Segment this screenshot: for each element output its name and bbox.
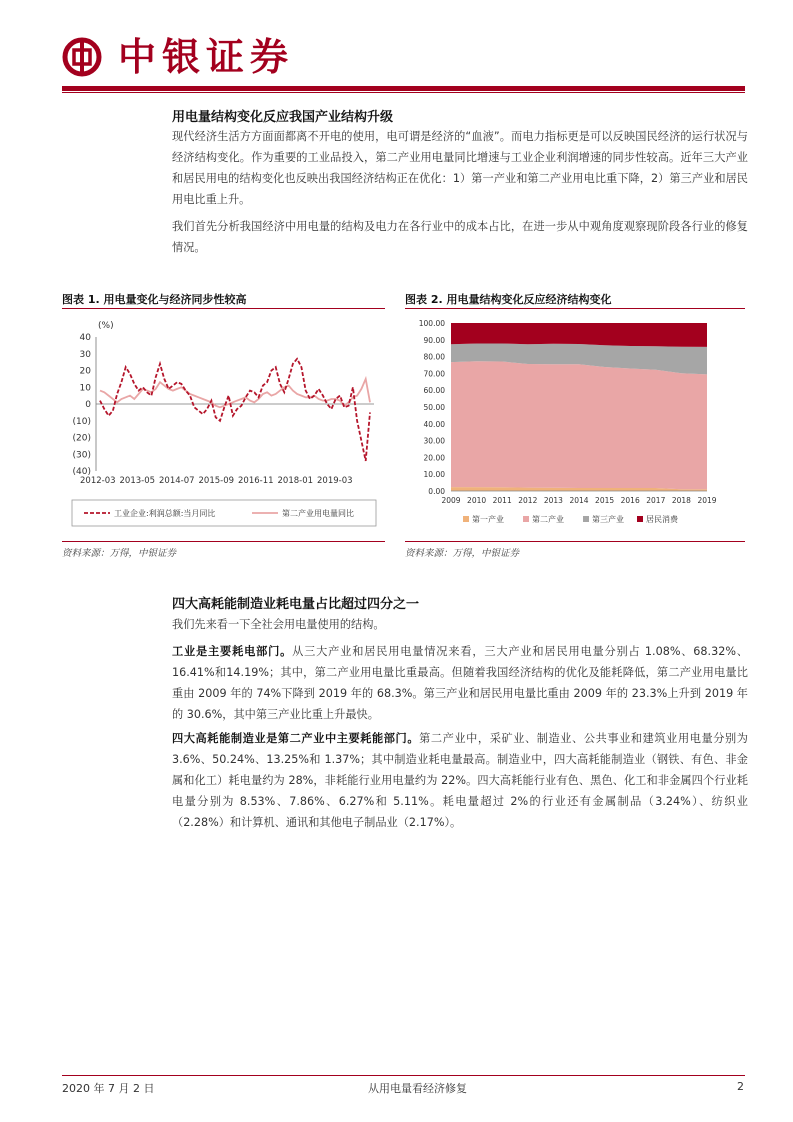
figure-1-bottom-rule [62,541,385,542]
figure-1-source: 资料来源：万得，中银证券 [62,548,177,559]
x-tick-label: 2013-05 [119,476,156,486]
x-tick-label: 2011 [492,496,512,505]
figure-1-chart [62,313,385,538]
footer-rule [62,1075,745,1076]
y-tick-label: (20) [72,433,91,444]
legend-swatch [583,516,589,522]
y-tick-label: 70.00 [423,369,445,379]
x-tick-label: 2017 [646,496,666,505]
section-1-paragraph-2: 我们首先分析我国经济中用电量的结构及电力在各行业中的成本占比，在进一步从中观角度观察现阶段各行业的修复情况。 [172,220,748,254]
y-tick-label: 40.00 [423,419,445,429]
x-tick-label: 2014 [569,496,589,505]
figure-2-bottom-rule [405,541,745,542]
header-rule-thin [62,92,745,93]
section-2-paragraph-2 [172,641,748,725]
x-tick-label: 2009 [441,496,461,505]
bank-logo-icon [62,37,102,77]
figure-1-title: 图表 1. 用电量变化与经济同步性较高 [62,293,247,306]
legend-label-profit: 工业企业:利润总额:当月同比 [114,509,216,518]
x-tick-label: 2016-11 [238,476,274,486]
x-tick-label: 2015 [595,496,615,505]
legend-label: 居民消费 [646,515,678,524]
y-tick-label: 100.00 [418,319,445,328]
x-tick-label: 2012-03 [80,476,116,486]
x-tick-label: 2018 [671,496,691,505]
section-2-paragraph-1: 我们先来看一下全社会用电量使用的结构。 [172,618,385,631]
x-tick-label: 2018-01 [277,476,314,486]
legend-label: 第三产业 [592,515,624,524]
x-tick-label: 2012 [518,496,538,505]
y-tick-label: 40 [79,333,91,343]
paragraph-2-lead: 工业是主要耗电部门。 [172,645,293,658]
y-tick-label: 80.00 [423,352,445,362]
chart-1-ylabel: (%) [98,321,114,331]
legend-swatch [523,516,529,522]
paragraph-3-lead: 四大高耗能制造业是第二产业中主要耗能部门。 [172,732,420,745]
x-tick-label: 2019-03 [317,476,353,486]
area-series-第二产业 [451,361,707,489]
series-line-electricity [100,379,370,407]
y-tick-label: 60.00 [423,386,445,396]
y-tick-label: 10.00 [423,470,445,480]
x-tick-label: 2015-09 [198,476,235,486]
footer-date: 2020 年 7 月 2 日 [62,1082,155,1095]
paragraph-3-body: 第二产业中，采矿业、制造业、公共事业和建筑业用电量分别为 3.6%、50.24%、13.25%和 1.37%；其中制造业耗电量最高。制造业中，四大高耗能制造业（钢铁、有色、非金属和化工）耗电量约为 28%，非耗能行业用电量约为 22%。四大高耗能行业有色、黑色、化工和非金属四个行业耗电量分别为 8.53%、7.86%、6.27%和 5.11%。耗电量超过 2%的行业还有金属制品（3.24%）、纺织业（2.28%）和计算机、通讯和其他电子制品业（2.17%）。 [172,732,748,829]
y-tick-label: 10 [79,383,91,394]
legend-swatch [463,516,469,522]
section-1-title: 用电量结构变化反应我国产业结构升级 [172,110,394,125]
x-tick-label: 2019 [697,496,717,505]
footer-page-number: 2 [737,1080,744,1093]
x-tick-label: 2013 [543,496,563,505]
y-tick-label: (30) [72,450,91,461]
x-tick-label: 2014-07 [159,476,195,486]
brand-name: 中银证券 [118,34,295,79]
section-1-paragraph-1: 现代经济生活方方面面都离不开电的使用，电可谓是经济的“血液”。而电力指标更是可以反映国民经济的运行状况与经济结构变化。作为重要的工业品投入，第二产业用电量同比增速与工业企业利润增速的同步性较高。近年三大产业和居民用电的结构变化也反映出我国经济结构正在优化：1）第一产业和第二产业用电比重下降，2）第三产业和居民用电比重上升。 [172,130,748,206]
area-series-居民消费 [451,323,707,347]
legend-swatch [637,516,643,522]
y-tick-label: 20 [79,366,91,377]
chart-1-svg [62,313,385,538]
legend-label: 第二产业 [532,515,564,524]
y-tick-label: 0 [85,400,91,410]
y-tick-label: 50.00 [423,403,445,412]
header-rule [62,86,745,91]
section-2-title: 四大高耗能制造业耗电量占比超过四分之一 [172,597,420,612]
series-line-profit [100,359,370,461]
y-tick-label: 30 [79,349,91,360]
y-tick-label: 0.00 [428,487,445,496]
y-tick-label: (10) [72,416,91,427]
figure-1-top-rule [62,308,385,309]
page-header [0,0,793,100]
x-tick-label: 2016 [620,496,640,505]
legend-label: 第一产业 [472,515,504,524]
legend-label-electricity: 第二产业用电量同比 [282,509,354,518]
section-2-paragraph-3 [172,728,748,833]
x-tick-label: 2010 [467,496,487,505]
figure-2-chart [405,313,745,538]
figure-2-source: 资料来源：万得，中银证券 [405,548,520,559]
chart-2-svg [405,313,745,538]
y-tick-label: 20.00 [423,453,445,463]
figure-2-title: 图表 2. 用电量结构变化反应经济结构变化 [405,293,612,306]
y-tick-label: 90.00 [423,335,445,345]
y-tick-label: (40) [72,467,91,477]
paragraph-2-body: 从三大产业和居民用电量情况来看，三大产业和居民用电量分别占 1.08%、68.32%、16.41%和14.19%；其中，第二产业用电量比重最高。但随着我国经济结构的优化及能耗降低，第二产业用电量比重由 2009 年的 74%下降到 2019 年的 68.3%。第三产业和居民用电量比重由 2009 年的 23.3%上升到 2019 年的 30.6%，其中第三产业比重上升最快。 [172,645,748,721]
figure-2-top-rule [405,308,745,309]
footer-title: 从用电量看经济修复 [368,1082,467,1095]
y-tick-label: 30.00 [423,436,445,446]
